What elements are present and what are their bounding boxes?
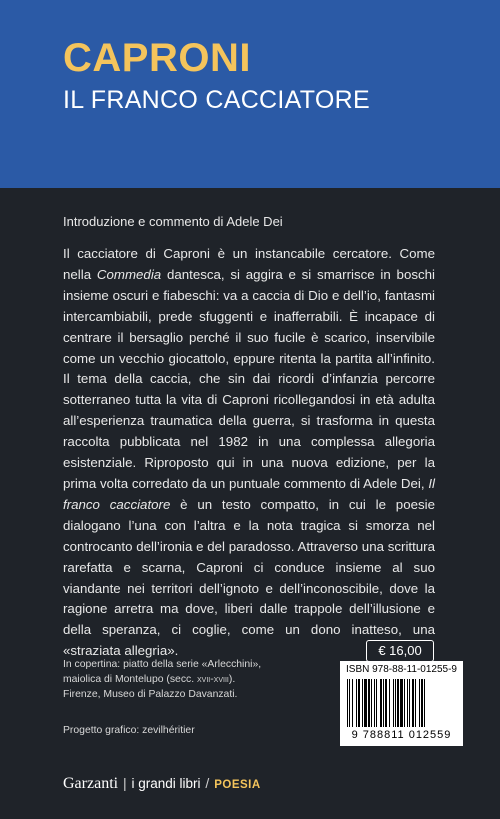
credit-text: maiolica di Montelupo (secc. bbox=[63, 674, 197, 685]
author-name: CAPRONI bbox=[63, 36, 251, 80]
credit-text: ). bbox=[228, 674, 236, 685]
barcode-number: 9 788811 012559 bbox=[351, 729, 452, 741]
cover-credits bbox=[63, 657, 261, 702]
series-line bbox=[63, 775, 261, 793]
credit-line: Firenze, Museo di Palazzo Davanzati. bbox=[63, 689, 238, 700]
blurb-text: dantesca, si aggira e si smarrisce in boschi insieme oscuri e fiabeschi: va a caccia di Dio e dell’io, fantasmi intercambiabili, prede sfuggenti e inafferrabili. È incapace di centrare il bersaglio perché il suo fucile è scarico, inservibile come un vecchio giocattolo, eppure ritenta la partita all’infinito. Il tema della caccia, che sin dai ricordi d’infanzia percorre sotterraneo tutta la vita di Caproni ricollegandosi in età adulta all’esperienza traumatica della guerra, si trasforma in questa raccolta pubblicata nel 1982 in una complessa allegoria esistenziale. Riproposto qui in una nuova edizione, per la prima volta corredato da un puntuale commento di Adele Dei, bbox=[63, 266, 435, 491]
price-tag: € 16,00 bbox=[366, 640, 434, 662]
series-separator: | bbox=[122, 775, 127, 791]
genre-label: POESIA bbox=[214, 779, 261, 791]
blurb-text: è un testo compatto, in cui le poesie dialogano l’una con l’altra e la nota tragica si smorza nel controcanto dell’ironia e del paradosso. Attraverso una scrittura rarefatta e scarna, Caproni ci conduce insieme al suo viandante nei territori dell’ignoto e dell’inconoscibile, dove la ragione arretra ma dove, liberi dalle trappole dell’illusione e della speranza, ci coglie, come un dono inatteso, una «straziata allegria». bbox=[63, 496, 435, 659]
series-slash: / bbox=[205, 775, 210, 791]
header-band bbox=[0, 0, 500, 188]
publisher-logo: Garzanti bbox=[63, 775, 119, 792]
credit-centuries: xvii-xviii bbox=[196, 674, 229, 685]
barcode-box bbox=[340, 661, 463, 746]
credit-line bbox=[63, 672, 261, 687]
introduction-credit: Introduzione e commento di Adele Dei bbox=[63, 214, 283, 229]
blurb-text: Il cacciatore di Caproni è un instancabile cercatore. Come nella bbox=[63, 246, 435, 282]
graphic-design-credit: Progetto grafico: zevilhéritier bbox=[63, 725, 195, 736]
collection-name: i grandi libri bbox=[131, 776, 201, 791]
credit-line: In copertina: piatto della serie «Arlecchini», bbox=[63, 659, 262, 670]
book-title: IL FRANCO CACCIATORE bbox=[63, 86, 370, 114]
blurb-italic-title: Il franco cacciatore bbox=[63, 475, 435, 512]
blurb-italic-commedia: Commedia bbox=[96, 266, 162, 282]
blurb bbox=[63, 244, 435, 662]
barcode-icon bbox=[347, 679, 456, 727]
isbn-label: ISBN 978-88-11-01255-9 bbox=[346, 664, 457, 675]
blurb-paragraph bbox=[63, 244, 435, 662]
